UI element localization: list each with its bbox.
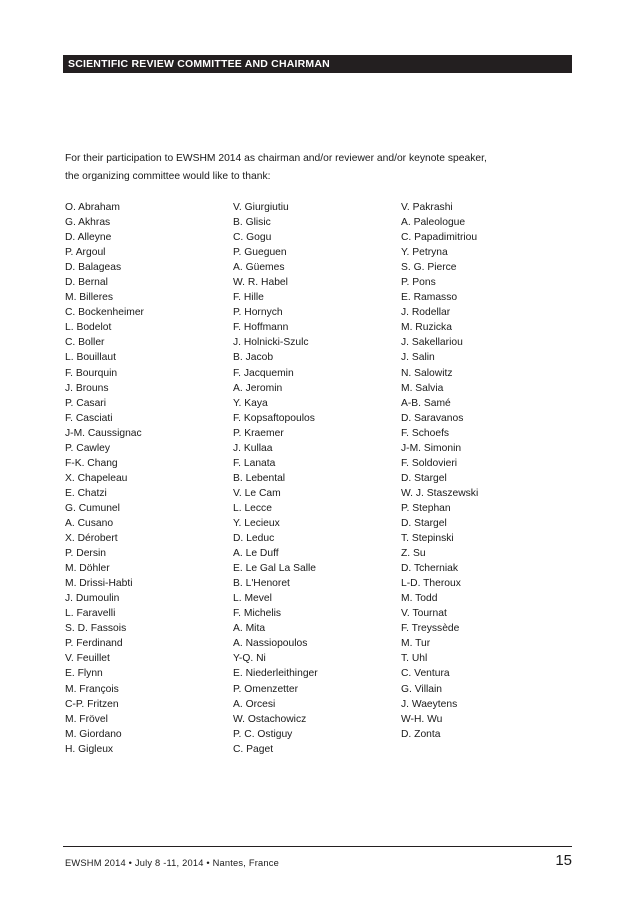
name-item: L. Bouillaut	[65, 352, 116, 364]
name-item: F. Treyssède	[401, 623, 460, 635]
name-item: P. Cawley	[65, 442, 111, 454]
name-item: M. Ruzicka	[401, 322, 452, 334]
name-item: M. Billeres	[65, 292, 114, 304]
name-item: P. Stephan	[401, 502, 451, 514]
name-item: B. Jacob	[233, 352, 274, 364]
name-item: F. Hille	[233, 292, 264, 304]
name-item: Y. Lecieux	[233, 517, 280, 529]
footer-divider	[63, 846, 572, 847]
name-item: T. Stepinski	[401, 533, 454, 545]
name-item: J. Kullaa	[233, 442, 273, 454]
name-item: F. Bourquin	[65, 367, 118, 379]
name-item: E. Flynn	[65, 668, 103, 680]
name-item: J-M. Simonin	[401, 442, 462, 454]
name-item: C. Boller	[65, 337, 105, 349]
name-item: A. Le Duff	[233, 548, 279, 560]
name-item: D. Alleyne	[65, 232, 112, 244]
name-item: L. Faravelli	[65, 608, 116, 620]
name-item: V. Pakrashi	[401, 202, 453, 213]
name-item: J. Salin	[401, 352, 435, 364]
name-item: E. Niederleithinger	[233, 668, 318, 680]
names-column-2	[233, 200, 398, 757]
name-item: F. Hoffmann	[233, 322, 289, 334]
name-item: D. Balageas	[65, 262, 122, 274]
footer-conference-info: EWSHM 2014 • July 8 -11, 2014 • Nantes, France	[65, 858, 279, 868]
name-item: P. Omenzetter	[233, 683, 299, 695]
intro-paragraph	[65, 150, 565, 186]
name-item: O. Abraham	[65, 202, 120, 213]
name-item: M. Döhler	[65, 563, 110, 575]
name-item: C. Gogu	[233, 232, 272, 244]
name-item: D. Bernal	[65, 277, 108, 289]
name-item: A. Mita	[233, 623, 266, 635]
name-item: V. Le Cam	[233, 487, 281, 499]
name-item: J-M. Caussignac	[65, 427, 142, 439]
name-item: D. Saravanos	[401, 412, 464, 424]
name-item: Y-Q. Ni	[233, 653, 266, 665]
intro-line-1: For their participation to EWSHM 2014 as chairman and/or reviewer and/or keynote speaker,	[65, 153, 487, 164]
name-item: D. Zonta	[401, 728, 441, 740]
name-item: G. Akhras	[65, 217, 111, 229]
name-item: F. Schoefs	[401, 427, 450, 439]
name-item: E. Le Gal La Salle	[233, 563, 316, 575]
name-item: A. Paleologue	[401, 217, 466, 229]
name-item: P. Dersin	[65, 548, 107, 560]
name-item: M. François	[65, 683, 119, 695]
name-item: P. Pons	[401, 277, 436, 289]
name-item: G. Cumunel	[65, 502, 120, 514]
name-item: H. Gigleux	[65, 743, 114, 755]
name-item: F. Casciati	[65, 412, 113, 424]
name-item: M. Salvia	[401, 382, 444, 394]
name-item: A. Orcesi	[233, 698, 276, 710]
name-item: V. Tournat	[401, 608, 447, 620]
name-item: F. Soldovieri	[401, 457, 458, 469]
name-item: D. Stargel	[401, 517, 447, 529]
name-item: X. Dérobert	[65, 533, 118, 545]
section-header: SCIENTIFIC REVIEW COMMITTEE AND CHAIRMAN	[63, 55, 572, 73]
name-item: J. Sakellariou	[401, 337, 463, 349]
name-item: D. Leduc	[233, 533, 275, 545]
name-item: W. J. Staszewski	[401, 487, 479, 499]
name-item: P. Kraemer	[233, 427, 284, 439]
name-item: J. Rodellar	[401, 307, 451, 319]
name-item: F. Lanata	[233, 457, 276, 469]
name-item: L. Lecce	[233, 502, 272, 514]
name-item: W-H. Wu	[401, 713, 443, 725]
name-item: Y. Petryna	[401, 247, 448, 259]
name-item: M. Frövel	[65, 713, 108, 725]
name-item: Z. Su	[401, 548, 426, 560]
name-item: P. Gueguen	[233, 247, 287, 259]
name-item: V. Giurgiutiu	[233, 202, 289, 213]
name-item: C-P. Fritzen	[65, 698, 119, 710]
name-item: F. Jacquemin	[233, 367, 294, 379]
name-item: A. Güemes	[233, 262, 285, 274]
intro-line-2: the organizing committee would like to thank:	[65, 171, 271, 182]
name-item: A. Jeromin	[233, 382, 283, 394]
name-item: F-K. Chang	[65, 457, 118, 469]
name-item: B. Glisic	[233, 217, 271, 229]
name-item: J. Brouns	[65, 382, 109, 394]
name-item: J. Waeytens	[401, 698, 458, 710]
name-item: B. Lebental	[233, 472, 286, 484]
name-item: J. Dumoulin	[65, 593, 120, 605]
name-item: W. Ostachowicz	[233, 713, 307, 725]
name-item: F. Kopsaftopoulos	[233, 412, 315, 424]
name-item: F. Michelis	[233, 608, 282, 620]
name-item: N. Salowitz	[401, 367, 453, 379]
name-item: P. C. Ostiguy	[233, 728, 293, 740]
name-item: C. Ventura	[401, 668, 450, 680]
name-item: D. Tcherniak	[401, 563, 459, 575]
name-item: M. Tur	[401, 638, 431, 650]
name-item: C. Paget	[233, 743, 274, 755]
names-column-1	[65, 200, 230, 757]
names-column-3	[401, 200, 566, 742]
name-item: L. Mevel	[233, 593, 272, 605]
name-item: S. G. Pierce	[401, 262, 457, 274]
name-item: P. Casari	[65, 397, 107, 409]
name-item: T. Uhl	[401, 653, 428, 665]
name-item: P. Argoul	[65, 247, 106, 259]
name-item: Y. Kaya	[233, 397, 268, 409]
name-item: B. L'Henoret	[233, 578, 290, 590]
name-item: C. Papadimitriou	[401, 232, 478, 244]
name-item: C. Bockenheimer	[65, 307, 144, 319]
name-item: P. Hornych	[233, 307, 283, 319]
name-item: D. Stargel	[401, 472, 447, 484]
name-item: E. Chatzi	[65, 487, 107, 499]
name-item: J. Holnicki-Szulc	[233, 337, 309, 349]
name-item: M. Todd	[401, 593, 438, 605]
name-item: E. Ramasso	[401, 292, 458, 304]
name-item: A. Nassiopoulos	[233, 638, 308, 650]
name-item: A-B. Samé	[401, 397, 451, 409]
name-item: M. Giordano	[65, 728, 122, 740]
name-item: V. Feuillet	[65, 653, 110, 665]
name-item: M. Drissi-Habti	[65, 578, 133, 590]
name-item: W. R. Habel	[233, 277, 288, 289]
name-item: A. Cusano	[65, 517, 114, 529]
name-item: S. D. Fassois	[65, 623, 127, 635]
page-number: 15	[555, 852, 572, 869]
name-item: X. Chapeleau	[65, 472, 128, 484]
name-item: P. Ferdinand	[65, 638, 123, 650]
name-item: L-D. Theroux	[401, 578, 461, 590]
name-item: G. Villain	[401, 683, 443, 695]
name-item: L. Bodelot	[65, 322, 112, 334]
